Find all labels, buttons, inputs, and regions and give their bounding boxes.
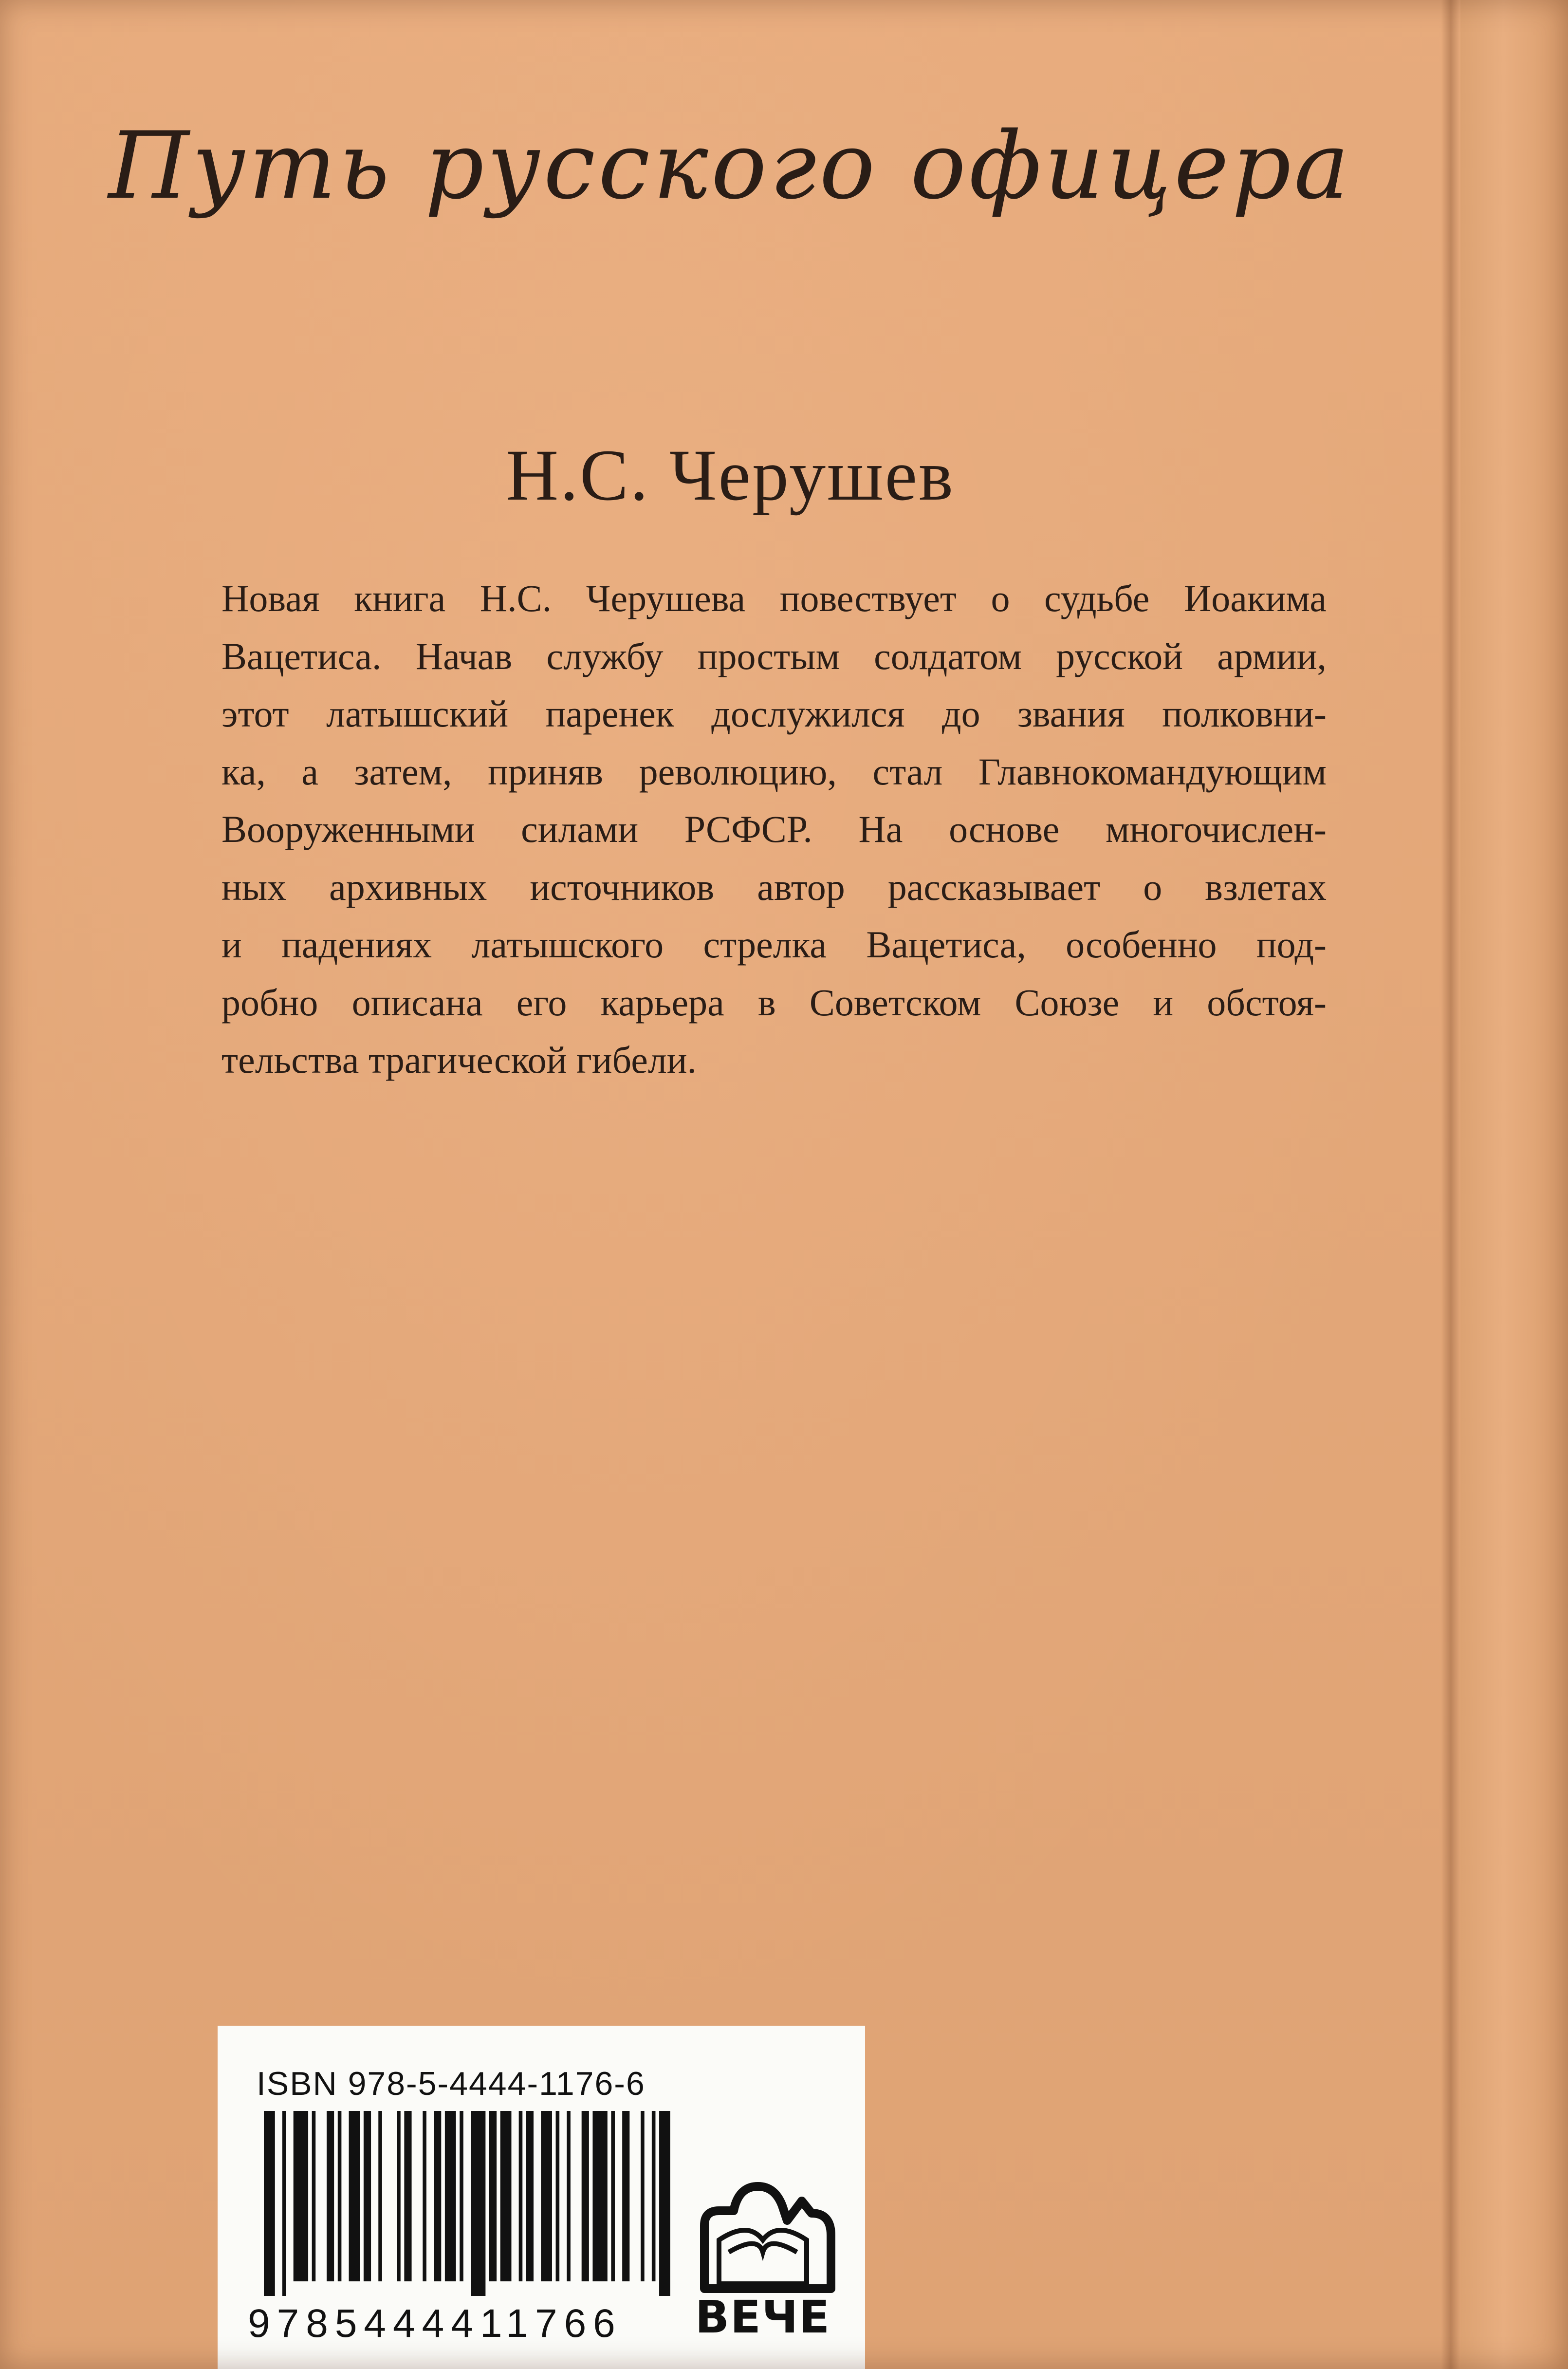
annotation-line: Вооруженными силами РСФСР. На основе многочислен- xyxy=(221,808,1327,850)
spine-edge xyxy=(1460,0,1568,2369)
barcode-icon xyxy=(264,2111,678,2296)
barcode-bar xyxy=(445,2111,456,2281)
annotation-line: тельства трагической гибели. xyxy=(221,1039,697,1081)
barcode-bar xyxy=(541,2111,552,2281)
annotation-line: этот латышский паренек дослужился до звания полковни- xyxy=(221,692,1327,735)
barcode-bar xyxy=(592,2111,607,2281)
barcode-bar xyxy=(652,2111,656,2281)
barcode-bar xyxy=(611,2111,615,2281)
barcode-bar xyxy=(659,2111,670,2296)
publisher-logo-text: ВЕЧЕ xyxy=(695,2291,831,2343)
barcode-bar xyxy=(264,2111,275,2296)
book-annotation xyxy=(221,570,1327,1089)
barcode-bar xyxy=(312,2111,316,2281)
barcode-bar xyxy=(582,2111,589,2281)
barcode-bar xyxy=(378,2111,382,2281)
barcode-bar xyxy=(500,2111,512,2281)
barcode-bar xyxy=(404,2111,411,2281)
author-name: Н.С. Черушев xyxy=(506,435,955,516)
barcode-bar xyxy=(460,2111,463,2281)
barcode-bar xyxy=(641,2111,645,2281)
barcode-digits: 9785444411766 xyxy=(248,2301,622,2346)
barcode-bar xyxy=(294,2111,308,2281)
annotation-line: ных архивных источников автор рассказывает о взлетах xyxy=(221,865,1327,908)
barcode-bar xyxy=(327,2111,334,2281)
barcode-bar xyxy=(526,2111,534,2281)
barcode-bar xyxy=(434,2111,441,2281)
annotation-line: и падениях латышского стрелка Вацетиса, особенно под- xyxy=(221,923,1327,966)
barcode-bar xyxy=(471,2111,485,2296)
annotation-line: Вацетиса. Начав службу простым солдатом русской армии, xyxy=(221,634,1327,677)
barcode-bar xyxy=(556,2111,560,2281)
barcode-bar xyxy=(349,2111,360,2281)
series-title: Путь русского офицера xyxy=(108,112,1352,220)
annotation-line: ка, а затем, приняв революцию, стал Главнокомандующим xyxy=(221,750,1327,793)
barcode-bar xyxy=(622,2111,629,2281)
barcode-bar xyxy=(567,2111,571,2281)
annotation-line: робно описана его карьера в Советском Союзе и обстоя- xyxy=(221,981,1327,1024)
barcode-bar xyxy=(282,2111,286,2296)
barcode-bar xyxy=(423,2111,426,2281)
annotation-line: Новая книга Н.С. Черушева повествует о судьбе Иоакима xyxy=(221,577,1327,619)
barcode-bar xyxy=(364,2111,371,2281)
barcode-bar xyxy=(338,2111,342,2281)
isbn-panel xyxy=(218,2026,865,2369)
spine-crease xyxy=(1441,0,1460,2369)
barcode-bar xyxy=(397,2111,401,2281)
barcode-bar xyxy=(489,2111,497,2281)
isbn-label: ISBN 978-5-4444-1176-6 xyxy=(257,2065,646,2102)
barcode-bar xyxy=(519,2111,523,2281)
